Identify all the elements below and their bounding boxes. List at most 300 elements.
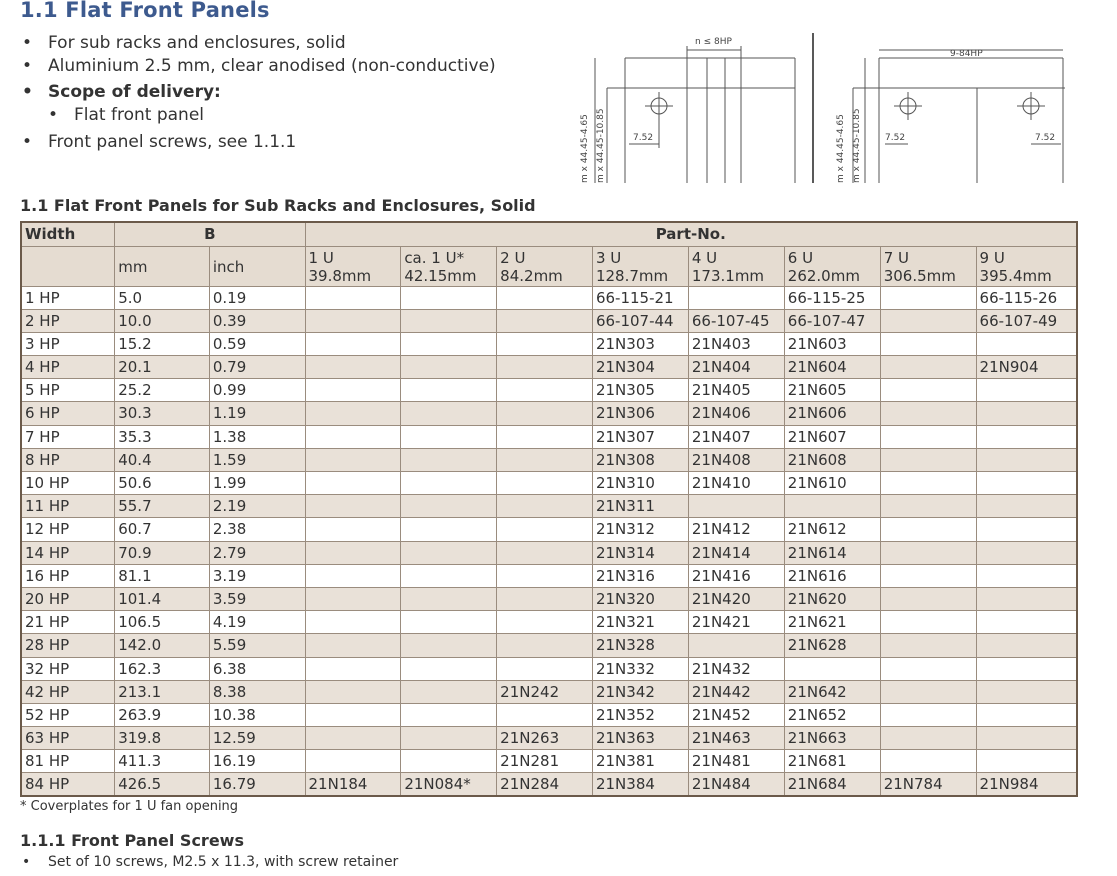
part-number-cell: 21N416 [688, 564, 784, 587]
part-number-cell [305, 379, 401, 402]
size-cell: 263.9 [115, 703, 210, 726]
header-height-col [976, 246, 1077, 286]
size-cell: 70.9 [115, 541, 210, 564]
size-cell: 3.19 [209, 564, 305, 587]
header-u: 7 U [883, 248, 909, 267]
part-number-cell [305, 634, 401, 657]
part-number-cell: 21N621 [784, 611, 880, 634]
part-number-cell [401, 332, 497, 355]
size-cell: 30.3 [115, 402, 210, 425]
table-row [21, 657, 1077, 680]
part-number-cell: 21N084* [401, 773, 497, 797]
part-number-cell: 21N316 [592, 564, 688, 587]
part-number-cell: 21N681 [784, 750, 880, 773]
width-cell: 3 HP [21, 332, 115, 355]
part-number-cell [880, 448, 976, 471]
feature-list [22, 32, 496, 154]
part-number-cell [880, 309, 976, 332]
vertical-dim-label: m x 44.45-10.85 [852, 108, 862, 183]
part-number-cell: 21N614 [784, 541, 880, 564]
size-cell: 40.4 [115, 448, 210, 471]
part-number-cell: 21N307 [592, 425, 688, 448]
bullet-item: • Front panel screws, see 1.1.1 [22, 131, 496, 154]
table-row [21, 332, 1077, 355]
size-cell: 411.3 [115, 750, 210, 773]
size-cell: 35.3 [115, 425, 210, 448]
part-number-cell: 21N303 [592, 332, 688, 355]
part-number-cell: 21N642 [784, 680, 880, 703]
header-inch: inch [209, 246, 305, 286]
part-number-cell: 21N352 [592, 703, 688, 726]
part-number-cell: 21N984 [976, 773, 1077, 797]
table-row [21, 518, 1077, 541]
header-u: 4 U [691, 248, 718, 267]
size-cell: 106.5 [115, 611, 210, 634]
part-number-cell: 21N484 [688, 773, 784, 797]
part-number-cell [401, 750, 497, 773]
size-cell: 60.7 [115, 518, 210, 541]
table-row [21, 634, 1077, 657]
header-size: 173.1mm [691, 266, 765, 285]
width-cell: 2 HP [21, 309, 115, 332]
width-cell: 20 HP [21, 587, 115, 610]
width-cell: 52 HP [21, 703, 115, 726]
width-cell: 81 HP [21, 750, 115, 773]
table-row [21, 356, 1077, 379]
size-cell: 10.0 [115, 309, 210, 332]
part-number-cell: 21N284 [497, 773, 593, 797]
part-number-cell [880, 657, 976, 680]
table-row [21, 286, 1077, 309]
part-number-cell [880, 379, 976, 402]
size-cell: 20.1 [115, 356, 210, 379]
size-cell: 213.1 [115, 680, 210, 703]
header-height-col [592, 246, 688, 286]
part-number-cell: 21N481 [688, 750, 784, 773]
table-row [21, 773, 1077, 797]
part-number-cell [880, 703, 976, 726]
part-number-cell [401, 448, 497, 471]
size-cell: 0.39 [209, 309, 305, 332]
part-number-cell [401, 611, 497, 634]
part-number-cell [305, 518, 401, 541]
header-size: 42.15mm [404, 266, 477, 285]
table-row [21, 448, 1077, 471]
part-number-cell: 21N442 [688, 680, 784, 703]
header-mm: mm [115, 246, 210, 286]
part-number-cell [305, 657, 401, 680]
part-number-cell: 21N604 [784, 356, 880, 379]
width-cell: 12 HP [21, 518, 115, 541]
part-number-cell: 21N407 [688, 425, 784, 448]
part-number-cell: 21N363 [592, 727, 688, 750]
part-number-cell [976, 518, 1077, 541]
header-b: B [115, 222, 305, 246]
part-number-cell: 21N384 [592, 773, 688, 797]
size-cell: 319.8 [115, 727, 210, 750]
size-cell: 2.19 [209, 495, 305, 518]
size-cell: 426.5 [115, 773, 210, 797]
page-title: 1.1 Flat Front Panels [20, 0, 270, 22]
bullet-item: • Aluminium 2.5 mm, clear anodised (non-conductive) [22, 55, 496, 78]
size-cell: 16.19 [209, 750, 305, 773]
part-number-cell: 21N405 [688, 379, 784, 402]
part-number-cell [880, 332, 976, 355]
part-number-cell [880, 472, 976, 495]
width-cell: 10 HP [21, 472, 115, 495]
part-number-cell [401, 379, 497, 402]
part-number-cell: 21N312 [592, 518, 688, 541]
panel-dimension-diagram [565, 28, 1080, 188]
size-cell: 2.38 [209, 518, 305, 541]
table-row [21, 495, 1077, 518]
size-cell: 1.38 [209, 425, 305, 448]
size-cell: 6.38 [209, 657, 305, 680]
part-number-cell: 66-115-21 [592, 286, 688, 309]
header-height-col [880, 246, 976, 286]
size-cell: 5.0 [115, 286, 210, 309]
part-number-cell [401, 425, 497, 448]
part-number-cell [401, 587, 497, 610]
table-row [21, 402, 1077, 425]
part-number-cell: 21N304 [592, 356, 688, 379]
part-number-cell [497, 379, 593, 402]
part-number-cell [880, 402, 976, 425]
part-number-cell: 21N784 [880, 773, 976, 797]
part-number-cell [305, 472, 401, 495]
part-number-cell [880, 727, 976, 750]
width-cell: 11 HP [21, 495, 115, 518]
size-cell: 8.38 [209, 680, 305, 703]
width-cell: 16 HP [21, 564, 115, 587]
part-number-cell [976, 402, 1077, 425]
part-number-cell [401, 657, 497, 680]
part-number-cell [497, 564, 593, 587]
table-row [21, 611, 1077, 634]
table-row [21, 309, 1077, 332]
part-number-cell [305, 611, 401, 634]
bullet-item: • Set of 10 screws, M2.5 x 11.3, with screw retainer [22, 854, 398, 870]
part-number-cell [880, 750, 976, 773]
table-row [21, 750, 1077, 773]
part-number-cell [976, 703, 1077, 726]
header-height-col [305, 246, 401, 286]
part-number-cell [497, 518, 593, 541]
part-number-cell [497, 495, 593, 518]
part-number-cell: 21N263 [497, 727, 593, 750]
part-number-cell: 66-107-44 [592, 309, 688, 332]
part-number-cell [976, 750, 1077, 773]
part-number-cell [401, 564, 497, 587]
header-size: 128.7mm [595, 266, 669, 285]
size-cell: 81.1 [115, 564, 210, 587]
part-number-cell: 21N904 [976, 356, 1077, 379]
size-cell: 50.6 [115, 472, 210, 495]
width-cell: 21 HP [21, 611, 115, 634]
header-size: 395.4mm [979, 266, 1052, 285]
part-number-cell: 66-107-47 [784, 309, 880, 332]
width-cell: 4 HP [21, 356, 115, 379]
part-number-cell [880, 541, 976, 564]
part-number-cell: 66-115-25 [784, 286, 880, 309]
size-cell: 4.19 [209, 611, 305, 634]
part-number-cell [305, 587, 401, 610]
part-number-cell: 21N321 [592, 611, 688, 634]
size-cell: 101.4 [115, 587, 210, 610]
diagram-label-left: n ≤ 8HP [695, 37, 732, 47]
size-cell: 16.79 [209, 773, 305, 797]
vertical-dim-label: m x 44.45-10.85 [596, 108, 606, 183]
table-row [21, 703, 1077, 726]
part-number-cell [305, 286, 401, 309]
header-size: 262.0mm [787, 266, 860, 285]
size-cell: 5.59 [209, 634, 305, 657]
part-number-cell: 21N381 [592, 750, 688, 773]
part-number-cell [497, 634, 593, 657]
part-number-cell [305, 680, 401, 703]
part-number-cell [880, 587, 976, 610]
vertical-dim-label: m x 44.45-4.65 [836, 114, 846, 183]
size-cell: 10.38 [209, 703, 305, 726]
part-number-cell [976, 564, 1077, 587]
part-number-cell [784, 495, 880, 518]
part-number-cell: 21N305 [592, 379, 688, 402]
part-number-cell [880, 634, 976, 657]
part-number-cell [880, 518, 976, 541]
part-number-cell [880, 356, 976, 379]
size-cell: 0.79 [209, 356, 305, 379]
part-number-cell: 66-107-49 [976, 309, 1077, 332]
header-u: 1 U [308, 248, 334, 267]
part-number-cell [497, 425, 593, 448]
part-number-cell [305, 564, 401, 587]
part-number-table [20, 221, 1078, 797]
size-cell: 162.3 [115, 657, 210, 680]
header-size: 306.5mm [883, 266, 956, 285]
header-u: 2 U [500, 248, 526, 267]
part-number-cell: 21N412 [688, 518, 784, 541]
part-number-cell: 21N610 [784, 472, 880, 495]
header-u: 3 U [595, 248, 622, 267]
header-u: ca. 1 U* [404, 248, 465, 267]
header-height-col [784, 246, 880, 286]
part-number-cell: 21N612 [784, 518, 880, 541]
part-number-cell [401, 356, 497, 379]
part-number-cell: 66-115-26 [976, 286, 1077, 309]
part-number-cell [497, 657, 593, 680]
part-number-cell [976, 332, 1077, 355]
width-cell: 7 HP [21, 425, 115, 448]
part-number-cell: 21N320 [592, 587, 688, 610]
part-number-cell [880, 680, 976, 703]
part-number-cell: 66-107-45 [688, 309, 784, 332]
part-number-cell: 21N281 [497, 750, 593, 773]
size-cell: 0.99 [209, 379, 305, 402]
part-number-cell [401, 402, 497, 425]
part-number-cell [688, 634, 784, 657]
header-u: 9 U [979, 248, 1005, 267]
dim-label: 7.52 [633, 133, 654, 143]
part-number-cell: 21N663 [784, 727, 880, 750]
part-number-cell [497, 356, 593, 379]
table-row [21, 727, 1077, 750]
part-number-cell: 21N403 [688, 332, 784, 355]
size-cell: 0.19 [209, 286, 305, 309]
part-number-cell: 21N605 [784, 379, 880, 402]
part-number-cell: 21N652 [784, 703, 880, 726]
width-cell: 32 HP [21, 657, 115, 680]
dim-label: 7.52 [885, 133, 906, 143]
part-number-cell [688, 286, 784, 309]
width-cell: 5 HP [21, 379, 115, 402]
header-height-col [688, 246, 784, 286]
scope-heading: • Scope of delivery: [22, 81, 496, 104]
part-number-cell [401, 518, 497, 541]
dim-label: 7.52 [1035, 133, 1056, 143]
diagram-label-right: 9-84HP [950, 49, 983, 59]
part-number-cell [976, 379, 1077, 402]
part-number-cell [497, 611, 593, 634]
size-cell: 1.19 [209, 402, 305, 425]
table-row [21, 587, 1077, 610]
part-number-cell: 21N620 [784, 587, 880, 610]
part-number-cell [305, 332, 401, 355]
part-number-cell: 21N684 [784, 773, 880, 797]
size-cell: 2.79 [209, 541, 305, 564]
part-number-cell: 21N606 [784, 402, 880, 425]
size-cell: 1.59 [209, 448, 305, 471]
part-number-cell: 21N432 [688, 657, 784, 680]
part-number-cell [976, 425, 1077, 448]
scope-item: • Flat front panel [22, 104, 496, 127]
part-number-cell: 21N404 [688, 356, 784, 379]
part-number-cell [401, 309, 497, 332]
part-number-cell: 21N306 [592, 402, 688, 425]
part-number-cell [401, 495, 497, 518]
part-number-cell: 21N421 [688, 611, 784, 634]
part-number-cell [305, 495, 401, 518]
width-cell: 14 HP [21, 541, 115, 564]
size-cell: 55.7 [115, 495, 210, 518]
table-row [21, 541, 1077, 564]
part-number-cell [305, 402, 401, 425]
part-number-cell [880, 495, 976, 518]
part-number-cell [497, 309, 593, 332]
part-number-cell [784, 657, 880, 680]
header-empty [21, 246, 115, 286]
width-cell: 42 HP [21, 680, 115, 703]
part-number-cell: 21N410 [688, 472, 784, 495]
part-number-cell [976, 472, 1077, 495]
size-cell: 25.2 [115, 379, 210, 402]
part-number-cell [497, 332, 593, 355]
size-cell: 1.99 [209, 472, 305, 495]
part-number-cell [497, 703, 593, 726]
header-partno: Part-No. [305, 222, 1077, 246]
header-width: Width [21, 222, 115, 246]
part-number-cell [976, 495, 1077, 518]
part-number-cell [497, 472, 593, 495]
table-row [21, 680, 1077, 703]
part-number-cell [305, 356, 401, 379]
part-number-cell [305, 541, 401, 564]
part-number-cell [401, 286, 497, 309]
part-number-cell [688, 495, 784, 518]
section-title: 1.1.1 Front Panel Screws [20, 831, 244, 850]
header-size: 84.2mm [500, 266, 563, 285]
part-number-cell: 21N314 [592, 541, 688, 564]
part-number-cell: 21N420 [688, 587, 784, 610]
part-number-cell [497, 541, 593, 564]
part-number-cell: 21N184 [305, 773, 401, 797]
table-title: 1.1 Flat Front Panels for Sub Racks and Enclosures, Solid [20, 196, 536, 215]
part-number-cell: 21N310 [592, 472, 688, 495]
part-number-cell [880, 425, 976, 448]
table-row [21, 564, 1077, 587]
part-number-cell [305, 703, 401, 726]
header-height-col [497, 246, 593, 286]
width-cell: 84 HP [21, 773, 115, 797]
part-number-cell: 21N308 [592, 448, 688, 471]
width-cell: 8 HP [21, 448, 115, 471]
part-number-cell [976, 727, 1077, 750]
part-number-cell [497, 448, 593, 471]
table-row [21, 425, 1077, 448]
part-number-cell: 21N608 [784, 448, 880, 471]
part-number-cell [305, 727, 401, 750]
part-number-cell: 21N607 [784, 425, 880, 448]
vertical-dim-label: m x 44.45-4.65 [580, 114, 590, 183]
header-u: 6 U [787, 248, 814, 267]
part-number-cell [401, 703, 497, 726]
part-number-cell [401, 680, 497, 703]
part-number-cell [497, 587, 593, 610]
table-row [21, 379, 1077, 402]
footnote: * Coverplates for 1 U fan opening [20, 799, 239, 814]
part-number-cell: 21N603 [784, 332, 880, 355]
size-cell: 15.2 [115, 332, 210, 355]
size-cell: 142.0 [115, 634, 210, 657]
part-number-cell: 21N332 [592, 657, 688, 680]
width-cell: 28 HP [21, 634, 115, 657]
part-number-cell [976, 634, 1077, 657]
part-number-cell [497, 402, 593, 425]
part-number-cell: 21N414 [688, 541, 784, 564]
part-number-cell [401, 727, 497, 750]
part-number-cell [880, 564, 976, 587]
part-number-cell: 21N616 [784, 564, 880, 587]
table-row [21, 472, 1077, 495]
size-cell: 3.59 [209, 587, 305, 610]
part-number-cell: 21N408 [688, 448, 784, 471]
width-cell: 63 HP [21, 727, 115, 750]
header-size: 39.8mm [308, 266, 372, 285]
part-number-cell [976, 611, 1077, 634]
part-number-cell: 21N452 [688, 703, 784, 726]
part-number-cell [305, 425, 401, 448]
part-number-cell: 21N342 [592, 680, 688, 703]
part-number-cell [401, 634, 497, 657]
part-number-cell: 21N328 [592, 634, 688, 657]
bullet-item: • For sub racks and enclosures, solid [22, 32, 496, 55]
part-number-cell [880, 286, 976, 309]
part-number-cell [305, 309, 401, 332]
part-number-cell [305, 750, 401, 773]
part-number-cell [976, 541, 1077, 564]
part-number-cell: 21N311 [592, 495, 688, 518]
part-number-cell [976, 587, 1077, 610]
part-number-cell [976, 657, 1077, 680]
